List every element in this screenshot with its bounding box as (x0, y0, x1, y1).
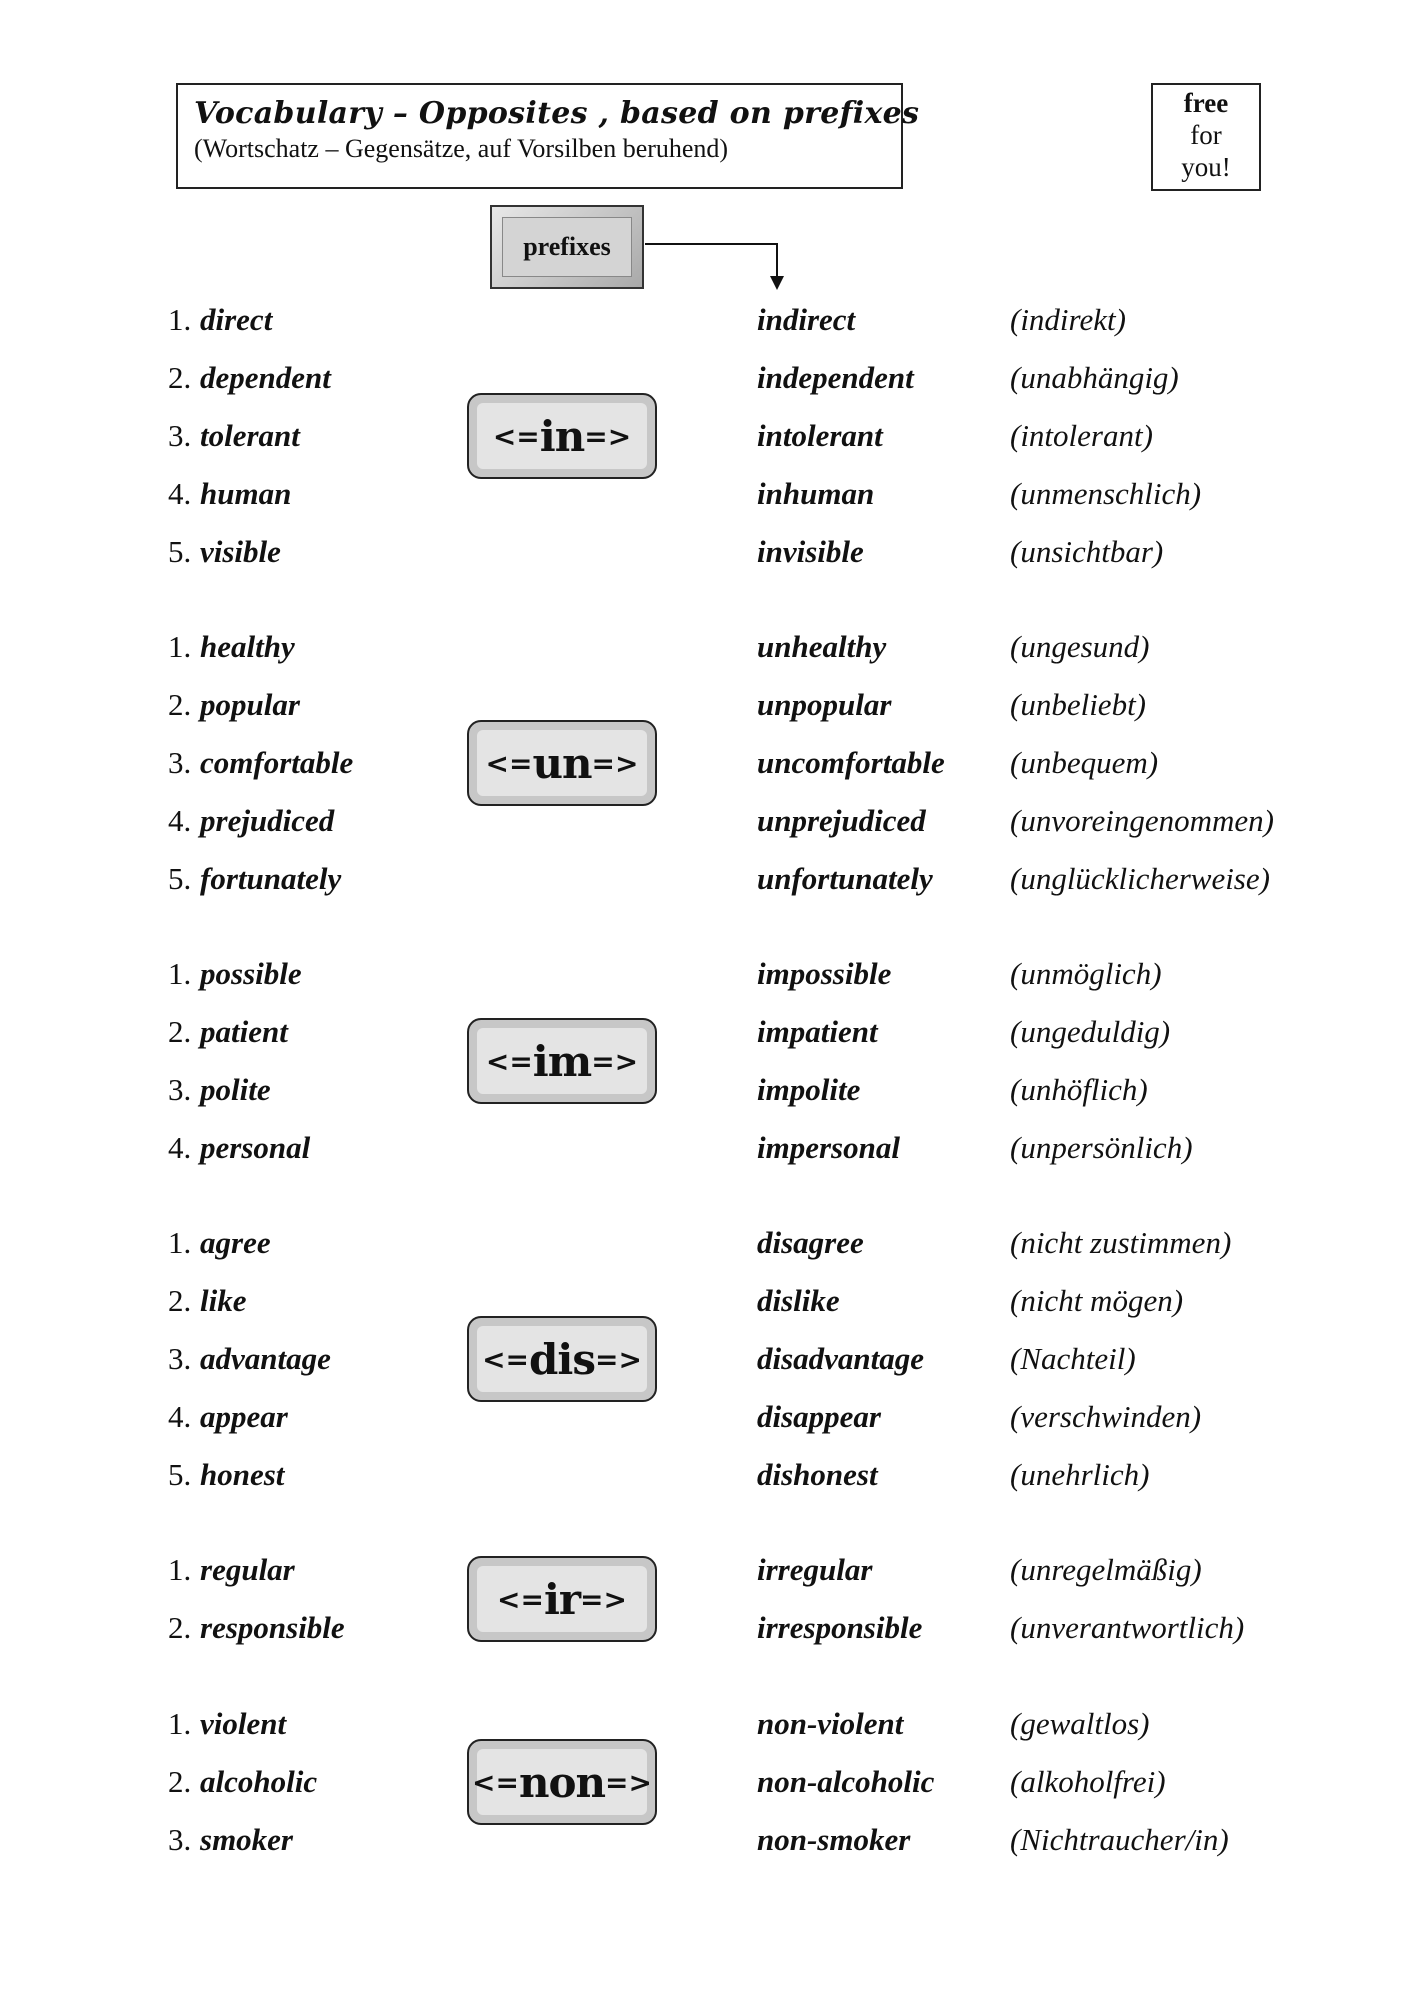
item-number: 3. (168, 1341, 192, 1376)
prefix-badge-inner (477, 730, 647, 796)
opposite-word: independent (757, 360, 914, 395)
vocab-row (0, 296, 1415, 344)
german-translation: (Nichtraucher/in) (1010, 1822, 1229, 1857)
vocab-row (0, 623, 1415, 671)
opposite-word: impossible (757, 956, 892, 991)
prefix-badge-inner (477, 1326, 647, 1392)
vocab-row (0, 1604, 1415, 1652)
opposite-word: non-violent (757, 1706, 904, 1741)
prefix-badge-non (467, 1739, 657, 1825)
german-translation: (unbeliebt) (1010, 687, 1147, 722)
item-number: 5. (168, 861, 192, 896)
vocab-row (0, 1816, 1415, 1864)
prefix-badge-inner (477, 1566, 647, 1632)
vocab-row (0, 1124, 1415, 1172)
opposite-word: dishonest (757, 1457, 878, 1492)
base-word: appear (200, 1399, 288, 1434)
prefixes-header-label: prefixes (502, 217, 632, 277)
vocab-row (0, 1700, 1415, 1748)
vocab-row (0, 1451, 1415, 1499)
prefix-label: un (532, 738, 592, 788)
opposite-word: unprejudiced (757, 803, 926, 838)
item-number: 4. (168, 803, 192, 838)
base-word: polite (200, 1072, 271, 1107)
german-translation: (unabhängig) (1010, 360, 1179, 395)
base-word: smoker (200, 1822, 293, 1857)
base-word: tolerant (200, 418, 300, 453)
left-arrow-icon: <= (482, 1342, 530, 1376)
base-word: comfortable (200, 745, 354, 780)
opposite-word: dislike (757, 1283, 840, 1318)
vocab-row (0, 855, 1415, 903)
base-word: alcoholic (200, 1764, 318, 1799)
prefix-badge-inner (477, 1028, 647, 1094)
opposite-word: unfortunately (757, 861, 933, 896)
german-translation: (unmenschlich) (1010, 476, 1202, 511)
item-number: 3. (168, 745, 192, 780)
item-number: 1. (168, 302, 192, 337)
base-word: healthy (200, 629, 295, 664)
base-word: direct (200, 302, 273, 337)
base-word: visible (200, 534, 281, 569)
base-word: responsible (200, 1610, 345, 1645)
german-translation: (unehrlich) (1010, 1457, 1150, 1492)
for-label: for (1190, 120, 1222, 150)
german-translation: (unregelmäßig) (1010, 1552, 1202, 1587)
item-number: 4. (168, 1399, 192, 1434)
german-translation: (alkoholfrei) (1010, 1764, 1166, 1799)
opposite-word: indirect (757, 302, 856, 337)
german-translation: (Nachteil) (1010, 1341, 1136, 1376)
vocab-row (0, 681, 1415, 729)
item-number: 2. (168, 1610, 192, 1645)
opposite-word: disappear (757, 1399, 881, 1434)
german-translation: (nicht zustimmen) (1010, 1225, 1232, 1260)
prefix-label: non (518, 1757, 606, 1807)
base-word: patient (200, 1014, 288, 1049)
you-label: you! (1181, 152, 1231, 182)
vocab-row (0, 1393, 1415, 1441)
item-number: 5. (168, 1457, 192, 1492)
prefix-label: dis (529, 1334, 595, 1384)
prefix-badge-ir (467, 1556, 657, 1642)
vocab-row (0, 1758, 1415, 1806)
german-translation: (gewaltlos) (1010, 1706, 1150, 1741)
item-number: 4. (168, 476, 192, 511)
left-arrow-icon: <= (497, 1582, 544, 1616)
base-word: agree (200, 1225, 271, 1260)
right-arrow-icon: => (580, 1582, 627, 1616)
german-translation: (ungesund) (1010, 629, 1150, 664)
vocab-row (0, 950, 1415, 998)
prefix-label: im (532, 1036, 592, 1086)
opposite-word: intolerant (757, 418, 883, 453)
item-number: 3. (168, 418, 192, 453)
item-number: 1. (168, 1225, 192, 1260)
opposite-word: inhuman (757, 476, 875, 511)
vocab-row (0, 1546, 1415, 1594)
base-word: violent (200, 1706, 287, 1741)
item-number: 2. (168, 360, 192, 395)
base-word: honest (200, 1457, 285, 1492)
vocab-row (0, 1219, 1415, 1267)
opposite-word: uncomfortable (757, 745, 945, 780)
base-word: fortunately (200, 861, 342, 896)
opposite-word: irregular (757, 1552, 873, 1587)
left-arrow-icon: <= (472, 1765, 519, 1799)
vocab-row (0, 412, 1415, 460)
german-translation: (unbequem) (1010, 745, 1159, 780)
opposite-word: non-alcoholic (757, 1764, 935, 1799)
prefix-badge-dis (467, 1316, 657, 1402)
german-translation: (unvoreingenommen) (1010, 803, 1274, 838)
item-number: 4. (168, 1130, 192, 1165)
base-word: advantage (200, 1341, 331, 1376)
left-arrow-icon: <= (485, 1044, 533, 1078)
opposite-word: irresponsible (757, 1610, 923, 1645)
german-translation: (unsichtbar) (1010, 534, 1164, 569)
page-subtitle: (Wortschatz – Gegensätze, auf Vorsilben beruhend) (194, 134, 729, 163)
item-number: 2. (168, 1283, 192, 1318)
right-arrow-icon: => (605, 1765, 652, 1799)
vocab-row (0, 1277, 1415, 1325)
german-translation: (nicht mögen) (1010, 1283, 1184, 1318)
free-label: free (1183, 88, 1229, 118)
german-translation: (unglücklicherweise) (1010, 861, 1270, 896)
left-arrow-icon: <= (492, 419, 540, 453)
german-translation: (unpersönlich) (1010, 1130, 1193, 1165)
opposite-word: impersonal (757, 1130, 900, 1165)
base-word: popular (200, 687, 300, 722)
prefix-badge-un (467, 720, 657, 806)
opposite-word: unhealthy (757, 629, 887, 664)
vocab-row (0, 1008, 1415, 1056)
german-translation: (unverantwortlich) (1010, 1610, 1245, 1645)
prefix-label: in (539, 411, 585, 461)
prefix-badge-im (467, 1018, 657, 1104)
prefix-badge-inner (472, 1749, 652, 1815)
opposite-word: invisible (757, 534, 864, 569)
item-number: 1. (168, 629, 192, 664)
left-arrow-icon: <= (485, 746, 533, 780)
vocab-row (0, 797, 1415, 845)
right-arrow-icon: => (584, 419, 632, 453)
right-arrow-icon: => (591, 1044, 639, 1078)
german-translation: (unmöglich) (1010, 956, 1162, 991)
item-number: 1. (168, 1706, 192, 1741)
vocab-row (0, 1335, 1415, 1383)
german-translation: (unhöflich) (1010, 1072, 1148, 1107)
page-title: Vocabulary – Opposites , based on prefixes (194, 96, 920, 131)
item-number: 2. (168, 687, 192, 722)
base-word: personal (200, 1130, 311, 1165)
vocab-row (0, 1066, 1415, 1114)
base-word: possible (200, 956, 302, 991)
base-word: human (200, 476, 292, 511)
opposite-word: unpopular (757, 687, 892, 722)
german-translation: (ungeduldig) (1010, 1014, 1171, 1049)
base-word: like (200, 1283, 247, 1318)
vocab-row (0, 470, 1415, 518)
opposite-word: disagree (757, 1225, 864, 1260)
prefixes-arrow-icon (0, 0, 1415, 300)
item-number: 2. (168, 1014, 192, 1049)
vocab-row (0, 354, 1415, 402)
german-translation: (verschwinden) (1010, 1399, 1202, 1434)
opposite-word: non-smoker (757, 1822, 911, 1857)
item-number: 5. (168, 534, 192, 569)
item-number: 3. (168, 1822, 192, 1857)
item-number: 3. (168, 1072, 192, 1107)
german-translation: (indirekt) (1010, 302, 1126, 337)
right-arrow-icon: => (591, 746, 639, 780)
item-number: 1. (168, 1552, 192, 1587)
opposite-word: disadvantage (757, 1341, 925, 1376)
german-translation: (intolerant) (1010, 418, 1153, 453)
prefix-badge-in (467, 393, 657, 479)
opposite-word: impolite (757, 1072, 861, 1107)
base-word: regular (200, 1552, 295, 1587)
base-word: prejudiced (200, 803, 335, 838)
vocab-row (0, 739, 1415, 787)
base-word: dependent (200, 360, 331, 395)
prefix-label: ir (543, 1574, 581, 1624)
prefix-badge-inner (477, 403, 647, 469)
item-number: 1. (168, 956, 192, 991)
opposite-word: impatient (757, 1014, 878, 1049)
vocab-row (0, 528, 1415, 576)
right-arrow-icon: => (594, 1342, 642, 1376)
item-number: 2. (168, 1764, 192, 1799)
